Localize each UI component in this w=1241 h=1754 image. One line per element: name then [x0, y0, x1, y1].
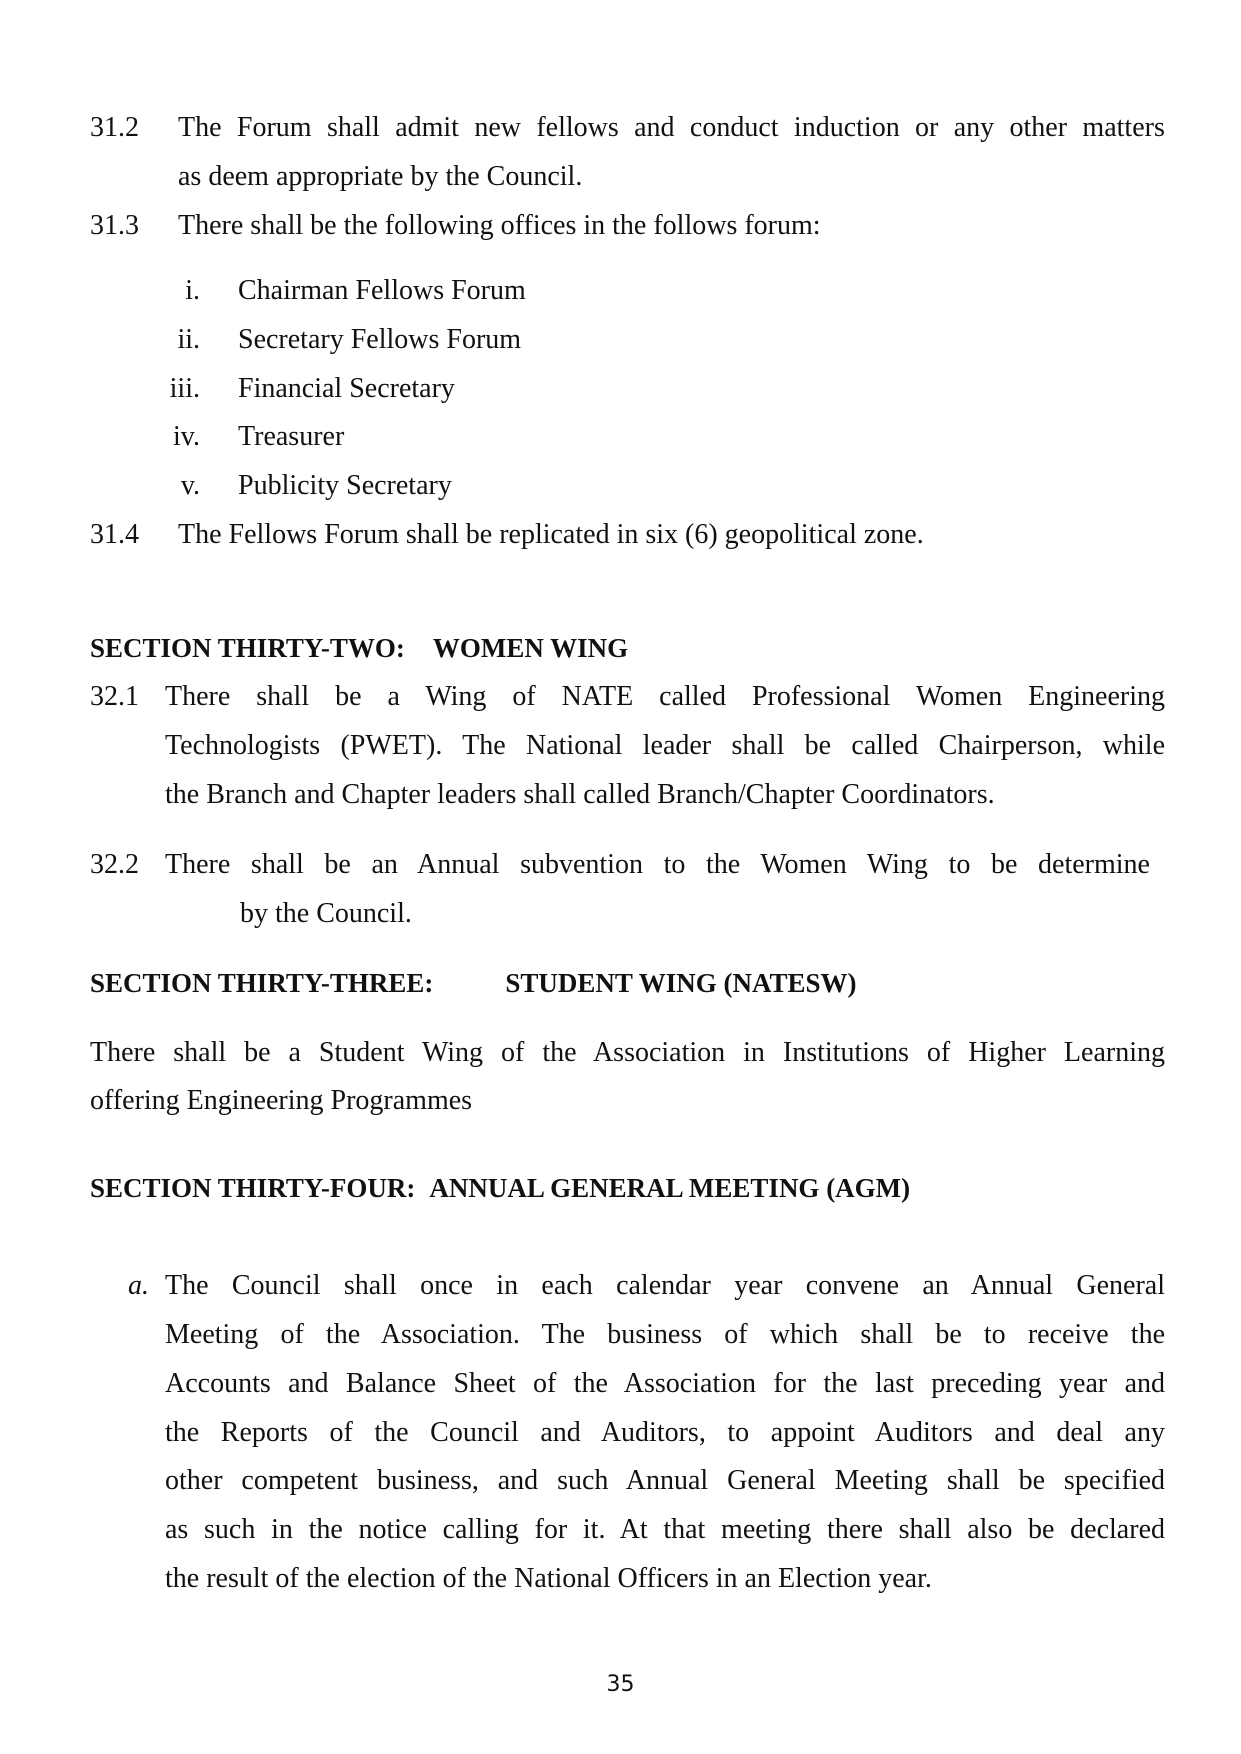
clause-number: 31.4	[90, 519, 139, 550]
clause-text-line: by the Council.	[240, 898, 412, 929]
item-marker: a.	[128, 1270, 149, 1301]
item-text-line: Meeting of the Association. The business of which shall be to receive the	[165, 1319, 1165, 1350]
clause-text-line: The Forum shall admit new fellows and conduct induction or any other matters	[178, 112, 1165, 143]
list-numeral: iii.	[169, 373, 200, 404]
section-label: SECTION THIRTY-TWO:	[90, 633, 405, 663]
item-text-line: the Reports of the Council and Auditors, to appoint Auditors and deal any	[165, 1417, 1165, 1448]
section-heading-33	[90, 966, 857, 1000]
clause-number: 31.3	[90, 210, 139, 241]
item-text-line: other competent business, and such Annual General Meeting shall be specified	[165, 1465, 1165, 1496]
clause-text-line: Technologists (PWET). The National leader shall be called Chairperson, while	[165, 730, 1165, 761]
clause-text-line: There shall be a Wing of NATE called Professional Women Engineering	[165, 681, 1165, 712]
list-label: Publicity Secretary	[238, 470, 452, 501]
clause-number: 31.2	[90, 112, 139, 143]
clause-text-line: There shall be an Annual subvention to the Women Wing to be determine	[165, 849, 1150, 880]
section-title: WOMEN WING	[432, 633, 629, 663]
item-text-line: Accounts and Balance Sheet of the Association for the last preceding year and	[165, 1368, 1165, 1399]
list-numeral: v.	[180, 470, 200, 501]
section-heading-34	[90, 1171, 910, 1205]
section-label: SECTION THIRTY-THREE:	[90, 968, 434, 998]
section-title: STUDENT WING (NATESW)	[505, 968, 857, 998]
section-label: SECTION THIRTY-FOUR:	[90, 1173, 416, 1203]
clause-text-line: the Branch and Chapter leaders shall called Branch/Chapter Coordinators.	[165, 779, 995, 810]
list-label: Chairman Fellows Forum	[238, 275, 526, 306]
clause-text-line: as deem appropriate by the Council.	[178, 161, 583, 192]
clause-number: 32.1	[90, 681, 139, 712]
list-label: Financial Secretary	[238, 373, 455, 404]
list-label: Secretary Fellows Forum	[238, 324, 522, 355]
list-label: Treasurer	[238, 421, 345, 452]
clause-text-line: The Fellows Forum shall be replicated in six (6) geopolitical zone.	[178, 519, 924, 550]
page-number: 35	[606, 1672, 635, 1697]
item-text-line: The Council shall once in each calendar year convene an Annual General	[165, 1270, 1165, 1301]
paragraph-line: offering Engineering Programmes	[90, 1085, 473, 1116]
clause-text-line: There shall be the following offices in the follows forum:	[178, 210, 821, 241]
section-heading-32	[90, 631, 628, 665]
clause-number: 32.2	[90, 849, 139, 880]
list-numeral: iv.	[173, 421, 200, 452]
paragraph-line: There shall be a Student Wing of the Association in Institutions of Higher Learning	[90, 1037, 1165, 1068]
list-numeral: ii.	[177, 324, 200, 355]
section-title: ANNUAL GENERAL MEETING (AGM)	[429, 1173, 911, 1203]
list-numeral: i.	[185, 275, 200, 306]
item-text-line: the result of the election of the National Officers in an Election year.	[165, 1563, 932, 1594]
item-text-line: as such in the notice calling for it. At that meeting there shall also be declared	[165, 1514, 1165, 1545]
